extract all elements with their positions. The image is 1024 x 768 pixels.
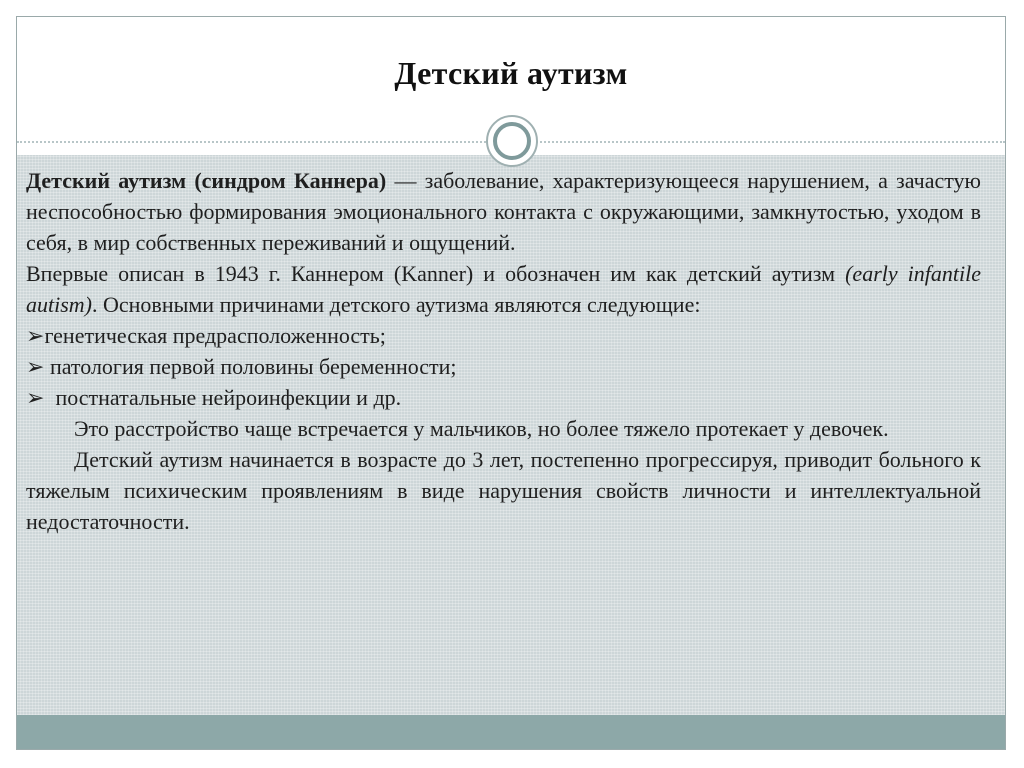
list-item	[26, 351, 981, 382]
body-text	[26, 165, 981, 537]
bottom-bar	[17, 715, 1005, 750]
definition-paragraph	[26, 165, 981, 258]
circle-ornament-ring	[493, 122, 531, 160]
definition-rest: — заболевание, характеризующееся нарушением, а зачастую неспособностью формирования эмоционального контакта с окружающими, замкнутостью, уходом в себя, в мир собственных переживаний и ощущений.	[26, 168, 981, 255]
bullet-text: постнатальные нейроинфекции и др.	[44, 385, 402, 410]
arrow-bullet-icon: ➢	[26, 323, 45, 348]
definition-term: Детский аутизм (синдром Каннера)	[26, 168, 387, 193]
arrow-bullet-icon: ➢	[26, 354, 45, 379]
history-before: Впервые описан в 1943 г. Каннером (Kanner) и обозначен им как детский аутизм	[26, 261, 846, 286]
gender-paragraph: Это расстройство чаще встречается у мальчиков, но более тяжело протекает у девочек.	[74, 416, 889, 441]
bullet-text: генетическая предрасположенность;	[44, 323, 386, 348]
circle-ornament-icon	[486, 115, 538, 167]
list-item	[26, 320, 981, 351]
history-after: . Основными причинами детского аутизма являются следующие:	[92, 292, 701, 317]
bullet-text: патология первой половины беременности;	[44, 354, 457, 379]
history-paragraph	[26, 258, 981, 320]
list-item	[26, 382, 981, 413]
slide-title: Детский аутизм	[394, 55, 628, 91]
onset-paragraph: Детский аутизм начинается в возрасте до 3 лет, постепенно прогрессируя, приводит больного к тяжелым психическим проявлениям в виде нарушения свойств личности и интеллектуальной недостаточности.	[26, 447, 981, 534]
arrow-bullet-icon: ➢	[26, 385, 45, 410]
history-italic: (early infantile autism)	[26, 261, 981, 317]
